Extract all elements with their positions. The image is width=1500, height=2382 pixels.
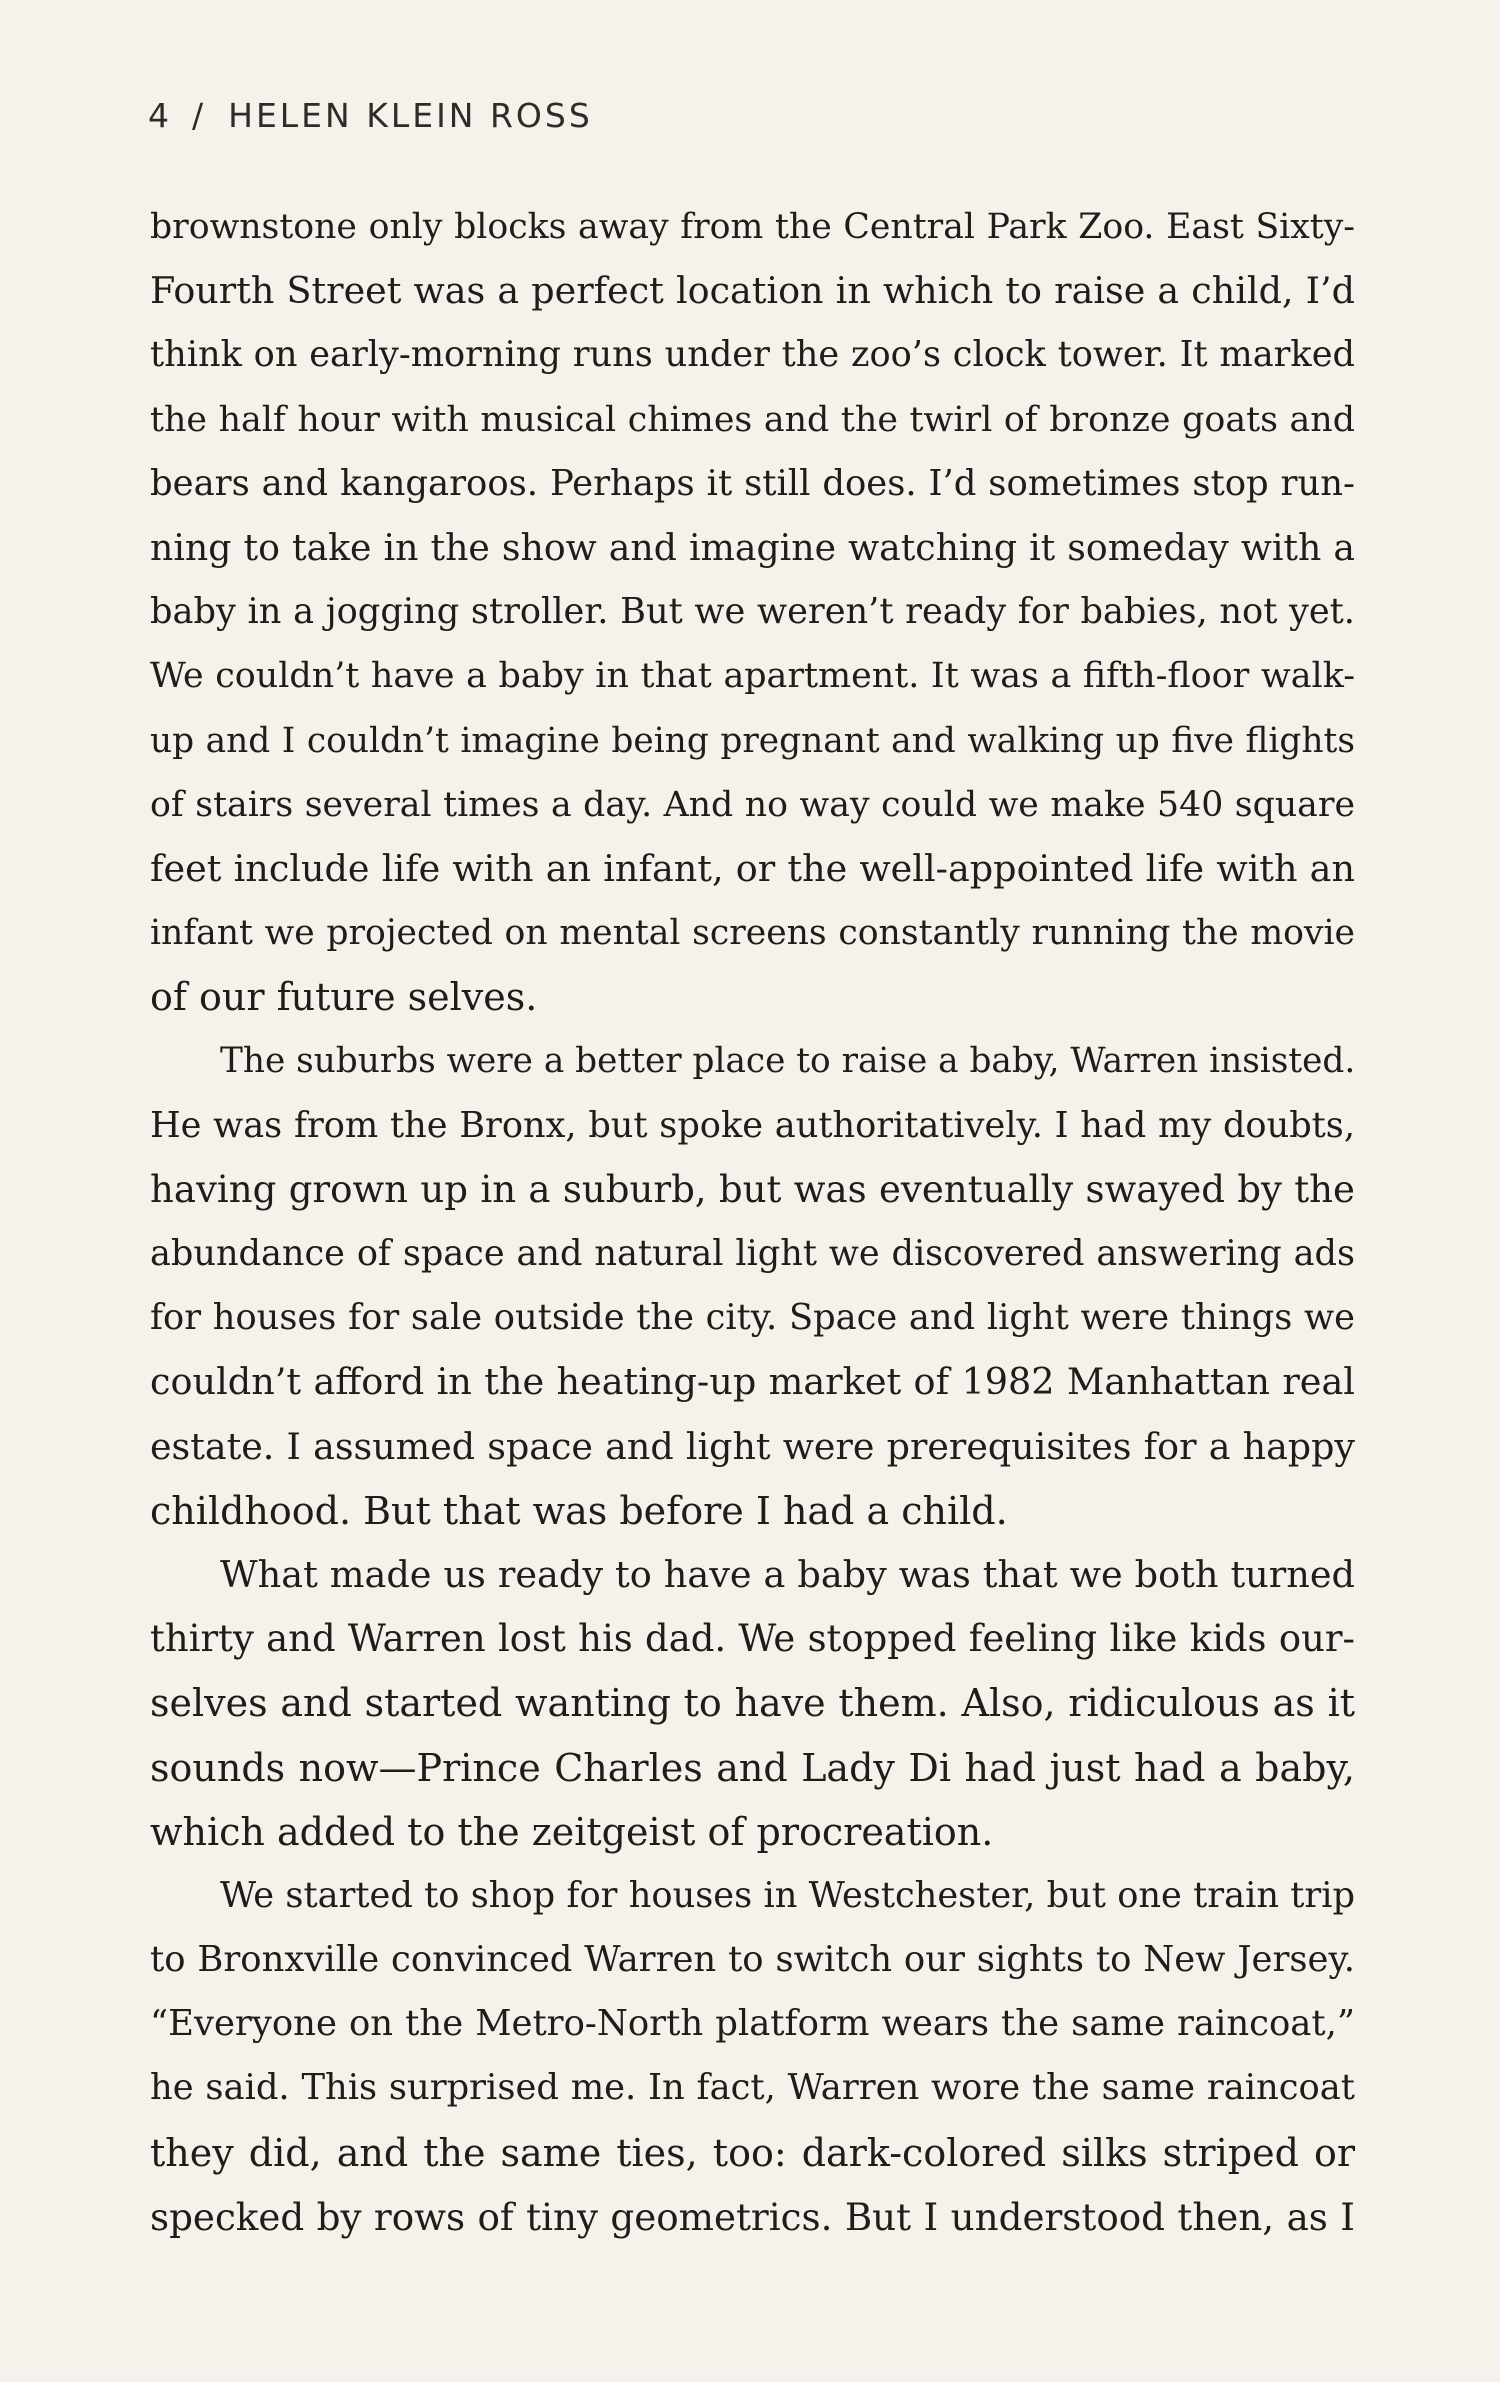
text-line: he said. This surprised me. In fact, Warren wore the same raincoat	[150, 2067, 1355, 2109]
text-line: the half hour with musical chimes and the twirl of bronze goats and	[150, 399, 1355, 440]
text-line: Fourth Street was a perfect location in which to raise a child, I’d	[150, 269, 1355, 313]
text-line: up and I couldn’t imagine being pregnant and walking up five flights	[150, 720, 1355, 761]
text-line: they did, and the same ties, too: dark-colored silks striped or	[150, 2130, 1355, 2175]
text-line: feet include life with an infant, or the well-appointed life with an	[150, 846, 1355, 890]
text-line: infant we projected on mental screens constantly running the movie	[150, 913, 1355, 954]
text-line: What made us ready to have a baby was that we both turned	[220, 1552, 1355, 1596]
text-line: childhood. But that was before I had a child.	[150, 1488, 1008, 1533]
text-line: abundance of space and natural light we discovered answering ads	[150, 1233, 1355, 1274]
text-line: couldn’t afford in the heating-up market of 1982 Manhattan real	[150, 1360, 1355, 1404]
text-line: selves and started wanting to have them. Also, ridiculous as it	[150, 1681, 1355, 1726]
text-line: baby in a jogging stroller. But we weren’t ready for babies, not yet.	[150, 591, 1355, 633]
text-line: of stairs several times a day. And no way could we make 540 square	[150, 784, 1355, 825]
paragraph	[150, 1029, 1355, 1543]
text-line: think on early-morning runs under the zoo’s clock tower. It marked	[150, 334, 1355, 376]
text-line: having grown up in a suburb, but was eventually swayed by the	[150, 1167, 1355, 1211]
running-head	[148, 96, 593, 135]
text-line: ning to take in the show and imagine watching it someday with a	[150, 525, 1355, 569]
text-line: for houses for sale outside the city. Space and light were things we	[150, 1297, 1355, 1339]
text-line: The suburbs were a better place to raise a baby, Warren insisted.	[220, 1041, 1356, 1082]
text-line: He was from the Bronx, but spoke authoritatively. I had my doubts,	[150, 1104, 1355, 1146]
text-line: thirty and Warren lost his dad. We stopped feeling like kids our-	[150, 1617, 1355, 1661]
author-name: HELEN KLEIN ROSS	[228, 96, 593, 135]
text-line: “Everyone on the Metro-North platform wears the same raincoat,”	[150, 2003, 1355, 2045]
paragraph	[150, 1543, 1355, 1864]
header-separator: /	[192, 96, 207, 135]
text-line: specked by rows of tiny geometrics. But I understood then, as I	[150, 2194, 1355, 2239]
text-line: to Bronxville convinced Warren to switch our sights to New Jersey.	[150, 1939, 1355, 1981]
text-line: estate. I assumed space and light were prerequisites for a happy	[150, 1424, 1355, 1468]
text-line: We couldn’t have a baby in that apartment. It was a fifth-floor walk-	[150, 656, 1355, 697]
page-number: 4	[148, 96, 172, 135]
text-line: of our future selves.	[150, 975, 538, 1020]
body-text	[150, 195, 1355, 2249]
text-line: sounds now—Prince Charles and Lady Di had just had a baby,	[150, 1745, 1355, 1790]
paragraph	[150, 195, 1355, 1029]
text-line: which added to the zeitgeist of procreation.	[150, 1809, 994, 1854]
text-line: brownstone only blocks away from the Central Park Zoo. East Sixty-	[150, 207, 1355, 247]
text-line: We started to shop for houses in Westchester, but one train trip	[220, 1874, 1355, 1916]
paragraph	[150, 1864, 1355, 2249]
text-line: bears and kangaroos. Perhaps it still does. I’d sometimes stop run-	[150, 462, 1355, 504]
